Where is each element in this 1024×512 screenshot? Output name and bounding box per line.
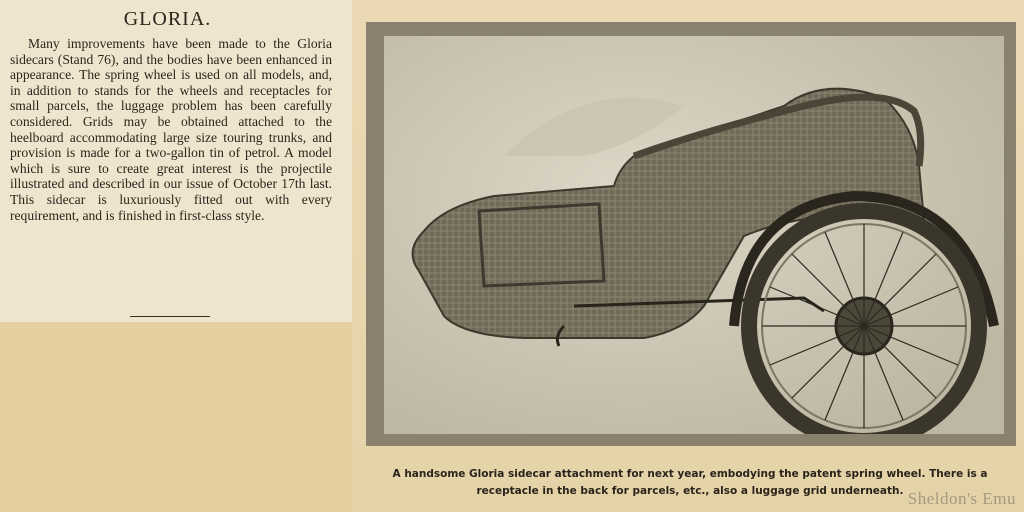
article-body: Many improvements have been made to the Gloria sidecars (Stand 76), and the bodies have been enhanced in appearance. The spring wheel is used on all models, and, in addition to stands for the wheels and receptacles for small parcels, the luggage problem has been carefully considered. Grids may be obtained attached to the heelboard accommodating large size touring trunks, and provision is made for a two-gallon tin of petrol. A model which is sure to create great interest is the projectile illustrated and described in our issue of October 17th last. This sidecar is luxuriously fitted out with every requirement, and is finished in first-class style. bbox=[10, 36, 332, 223]
caption-line-2: receptacle in the back for parcels, etc., also a luggage grid underneath. bbox=[476, 485, 904, 497]
article-heading: GLORIA. bbox=[123, 8, 212, 30]
caption-line-1: A handsome Gloria sidecar attachment for next year, embodying the patent spring wheel. There is a bbox=[392, 468, 988, 480]
sidecar-illustration bbox=[384, 36, 1004, 434]
article-column-blank bbox=[0, 322, 352, 512]
watermark-text: Sheldon's Emu bbox=[907, 489, 1016, 508]
article-end-rule bbox=[130, 316, 210, 317]
sidecar-photo bbox=[384, 36, 1004, 434]
